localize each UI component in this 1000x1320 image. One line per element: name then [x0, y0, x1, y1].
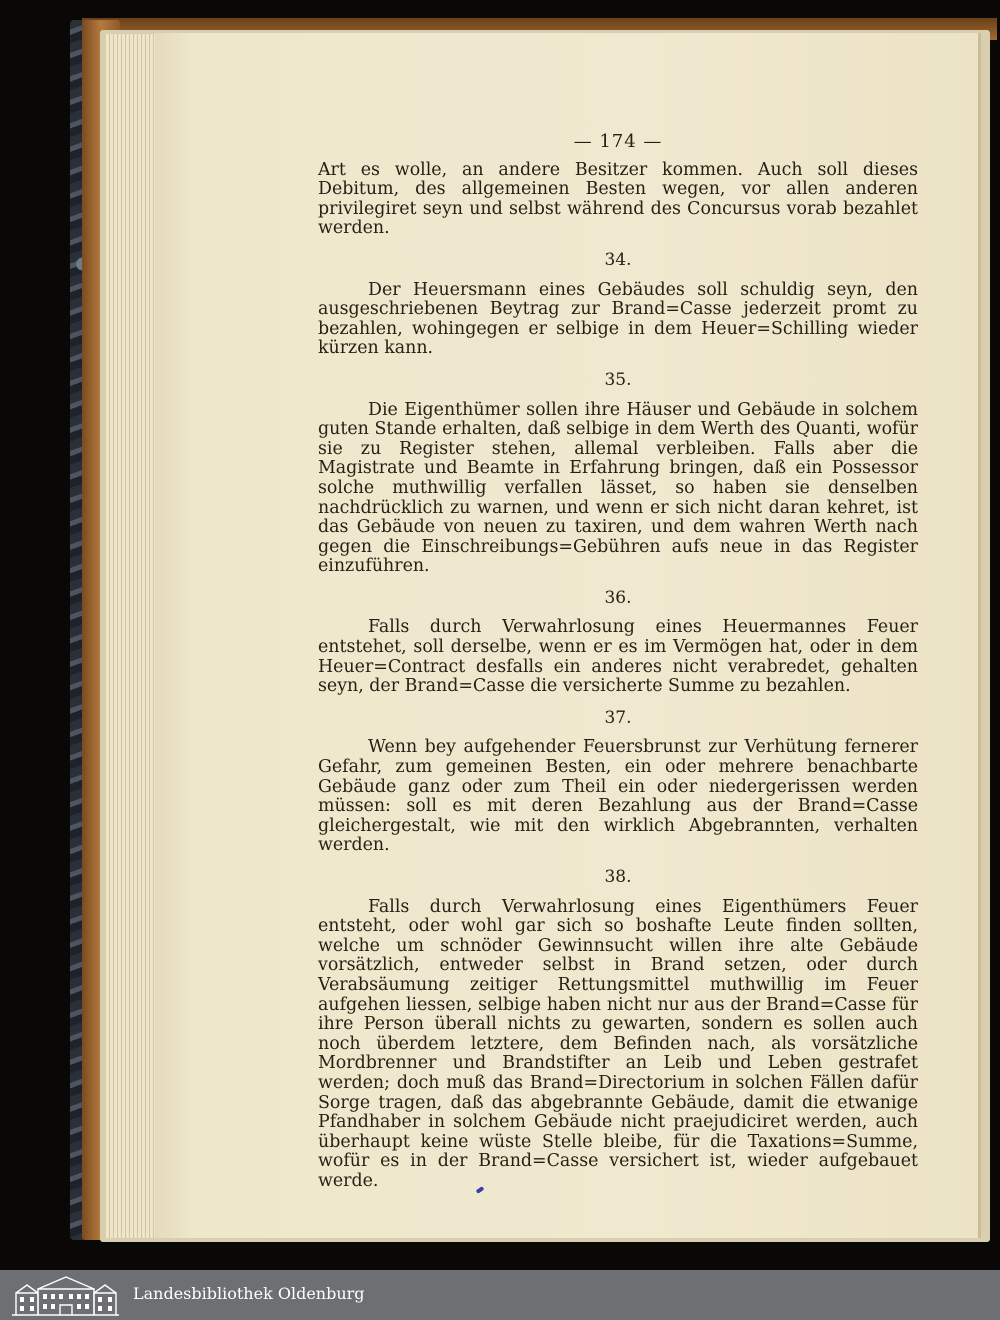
section-number: 38.: [604, 867, 632, 887]
paragraph: Falls durch Verwahrlosung eines Heuermannes Feuer entstehet, soll derselbe, wenn er es im Vermögen hat, oder in dem Heuer=Contract desfalls ein anderes nicht verabredet, gehalten seyn, der Brand=Casse die versicherte Summe zu bezahlen.: [318, 617, 918, 697]
paragraph: Die Eigenthümer sollen ihre Häuser und Gebäude in solchem guten Stande erhalten, daß selbige in dem Werth des Quanti, wofür sie zu Register stehen, allemal verbleiben. Falls aber die Magistrate und Beamte in Erfahrung bringen, daß ein Possessor solche muthwillig verfallen lässet, so haben sie denselben nachdrücklich zu warnen, und wenn er sich nicht daran kehret, ist das Gebäude von neuen zu taxiren, und dem wahren Werth nach gegen die Einschreibungs=Gebühren aufs neue in das Register einzuführen.: [318, 399, 918, 577]
paragraph: Falls durch Verwahrlosung eines Eigenthümers Feuer entsteht, oder wohl gar sich so boshafte Leute finden sollten, welche um schnöder Gewinnsucht willen ihre alte Gebäude vorsätzlich, entweder selbst in Brand setzen, oder durch Verabsäumung zeitiger Rettungsmittel muthwillig im Feuer aufgehen liessen, selbige haben nicht nur aus der Brand=Casse für ihre Person überall nichts zu gewarten, sondern es sollen auch noch überdem letztere, dem Befinden nach, als vorsätzliche Mordbrenner und Brandstifter an Leib und Leben gestrafet werden; doch muß das Brand=Directorium in solchen Fällen dafür Sorge tragen, daß das abgebrannte Gebäude, damit die etwanige Pfandhaber in solchem Gebäude nicht praejudiciret werden, auch überhaupt keine wüste Stelle bleibe, für die Taxations=Summe, wofür es in der Brand=Casse versichert ist, wieder aufgebauet werde.: [318, 896, 918, 1191]
page-number: — 174 —: [573, 131, 663, 152]
page-content: [318, 132, 918, 1192]
library-building-icon: [8, 1273, 123, 1317]
section-number: 37.: [604, 707, 632, 728]
library-name: Landesbibliothek Oldenburg: [133, 1284, 365, 1303]
section-number: 36.: [604, 587, 632, 608]
paragraph: Der Heuersmann eines Gebäudes soll schuldig seyn, den ausgeschriebenen Beytrag zur Brand=Casse jederzeit promt zu bezahlen, wohingegen er selbige in dem Heuer=Schilling wieder kürzen kann.: [318, 279, 918, 359]
paragraph: Art es wolle, an andere Besitzer kommen. Auch soll dieses Debitum, des allgemeinen Besten wegen, vor allen anderen privilegiret seyn und selbst während des Concursus vorab bezahlet werden.: [318, 159, 918, 239]
text-blocks: [318, 161, 918, 1192]
footer-bar: [0, 1270, 1000, 1320]
section-number: 34.: [604, 249, 632, 270]
section-number: 35.: [604, 369, 632, 390]
paragraph: Wenn bey aufgehender Feuersbrunst zur Verhütung fernerer Gefahr, zum gemeinen Besten, ein oder mehrere benachbarte Gebäude ganz oder zum Theil ein oder niedergerissen werden müssen: soll es mit deren Bezahlung aus der Brand=Casse gleichergestalt, wie mit den wirklich Abgebrannten, verhalten werden.: [318, 737, 918, 856]
